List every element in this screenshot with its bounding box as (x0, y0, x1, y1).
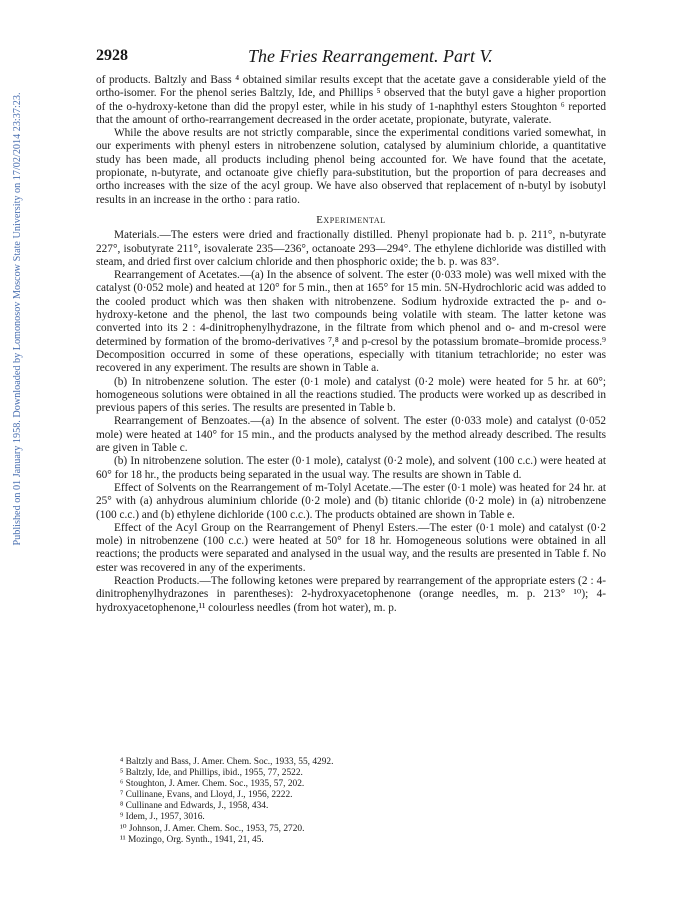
footnote: ⁶ Stoughton, J. Amer. Chem. Soc., 1935, 57, 202. (120, 779, 305, 790)
footnote: ⁷ Cullinane, Evans, and Lloyd, J., 1956, 2222. (120, 790, 293, 801)
footnote: ¹¹ Mozingo, Org. Synth., 1941, 21, 45. (120, 834, 264, 845)
article-body (96, 74, 606, 615)
body-paragraph: While the above results are not strictly comparable, since the experimental conditions varied somewhat, in our experiments with phenyl esters in nitrobenzene solution, catalysed by aluminium chloride, a quantitative study has been made, all products including phenol being accounted for. We have found that the acetate, propionate, n-butyrate, and octanoate give chiefly para-substitution, but the proportion of para decreases and ortho increases with the size of the acyl group. We have also observed that replacement of n-butyl by isobutyl results in an increase in the ortho : para ratio. (96, 127, 606, 206)
experimental-paragraph: Effect of the Acyl Group on the Rearrangement of Phenyl Esters.—The ester (0·1 mole) and catalyst (0·2 mole) in nitrobenzene (100 c.c.) were heated at 50° for 18 hr. Homogeneous solutions were obtained in all reactions; the products were separated and analysed in the usual way, and the results are presented in Table f. No ester was recovered in any of the experiments. (96, 521, 606, 574)
page-header (96, 47, 606, 67)
experimental-paragraph: Effect of Solvents on the Rearrangement of m-Tolyl Acetate.—The ester (0·1 mole) was heated for 24 hr. at 25° with (a) anhydrous aluminium chloride (0·2 mole) and (b) titanic chloride (0·2 mole) in (a) nitrobenzene (100 c.c.) and (b) ethylene dichloride (100 c.c.). The products obtained are shown in Table e. (96, 481, 606, 521)
running-title: The Fries Rearrangement. Part V. (248, 46, 493, 66)
footnote: ⁴ Baltzly and Bass, J. Amer. Chem. Soc., 1933, 55, 4292. (120, 757, 334, 767)
experimental-paragraph: Rearrangement of Benzoates.—(a) In the absence of solvent. The ester (0·033 mole) and catalyst (0·052 mole) were heated at 140° for 15 min., and the products analysed by the method already described. The results are given in Table c. (96, 415, 606, 455)
footnotes (120, 757, 590, 846)
section-heading: Experimental (316, 213, 386, 226)
body-paragraph: of products. Baltzly and Bass ⁴ obtained similar results except that the acetate gave a considerable yield of the ortho-isomer. For the phenol series Baltzly, Ide, and Phillips ⁵ observed that the butyl gave a higher proportion of the o-hydroxy-ketone than did the propyl ester, while in his study of 1-naphthyl esters Stoughton ⁶ reported that the amount of ortho-rearrangement decreased in the order acetate, propionate, butyrate, valerate. (96, 74, 606, 126)
footnote: ⁹ Idem, J., 1957, 3016. (120, 812, 205, 823)
footnote: ¹⁰ Johnson, J. Amer. Chem. Soc., 1953, 75, 2720. (120, 823, 305, 834)
experimental-paragraph: (b) In nitrobenzene solution. The ester (0·1 mole) and catalyst (0·2 mole) were heated for 5 hr. at 60°; homogeneous solutions were obtained in all the reactions studied. The products were worked up as described in previous papers of this series. The results are presented in Table b. (96, 375, 606, 415)
experimental-paragraph: Rearrangement of Acetates.—(a) In the absence of solvent. The ester (0·033 mole) was well mixed with the catalyst (0·052 mole) and heated at 120° for 5 min., then at 165° for 15 min. 5N-Hydrochloric acid was added to the cooled product which was then shaken with nitrobenzene. Sodium hydroxide extracted the p- and o-hydroxy-ketone and the phenol, the last two compounds being volatile with steam. The latter ketone was converted into its 2 : 4-dinitrophenylhydrazone, in the filtrate from which phenol and o- and m-cresol were determined by formation of the bromo-derivatives ⁷,⁸ and p-cresol by the potassium bromate–bromide process.⁹ Decomposition occurred in some of these operations, especially with titanium tetrachloride; no ester was recovered in any experiment. The results are shown in Table a. (96, 269, 606, 375)
download-watermark: Published on 01 January 1958. Downloaded by Lomonosov Moscow State University on 17/02/2014 23:37:23. (12, 92, 23, 546)
experimental-paragraph: (b) In nitrobenzene solution. The ester (0·1 mole), catalyst (0·2 mole), and solvent (100 c.c.) were heated at 60° for 18 hr., the products being separated in the usual way. The results are shown in Table d. (96, 455, 606, 481)
footnote: ⁵ Baltzly, Ide, and Phillips, ibid., 1955, 77, 2522. (120, 768, 303, 779)
footnote: ⁸ Cullinane and Edwards, J., 1958, 434. (120, 801, 269, 812)
experimental-paragraph: Materials.—The esters were dried and fractionally distilled. Phenyl propionate had b. p. 211°, n-butyrate 227°, isobutyrate 211°, isovalerate 235—236°, octanoate 293—294°. The ethylene dichloride was distilled with steam, and dried first over calcium chloride and then phosphoric oxide; the b. p. was 83°. (96, 229, 606, 268)
experimental-paragraph: Reaction Products.—The following ketones were prepared by rearrangement of the appropriate esters (2 : 4-dinitrophenylhydrazones in parentheses): 2-hydroxyacetophenone (orange needles, m. p. 213° ¹⁰); 4-hydroxyacetophenone,¹¹ colourless needles (from hot water), m. p. (96, 574, 606, 614)
page-number: 2928 (96, 47, 128, 64)
